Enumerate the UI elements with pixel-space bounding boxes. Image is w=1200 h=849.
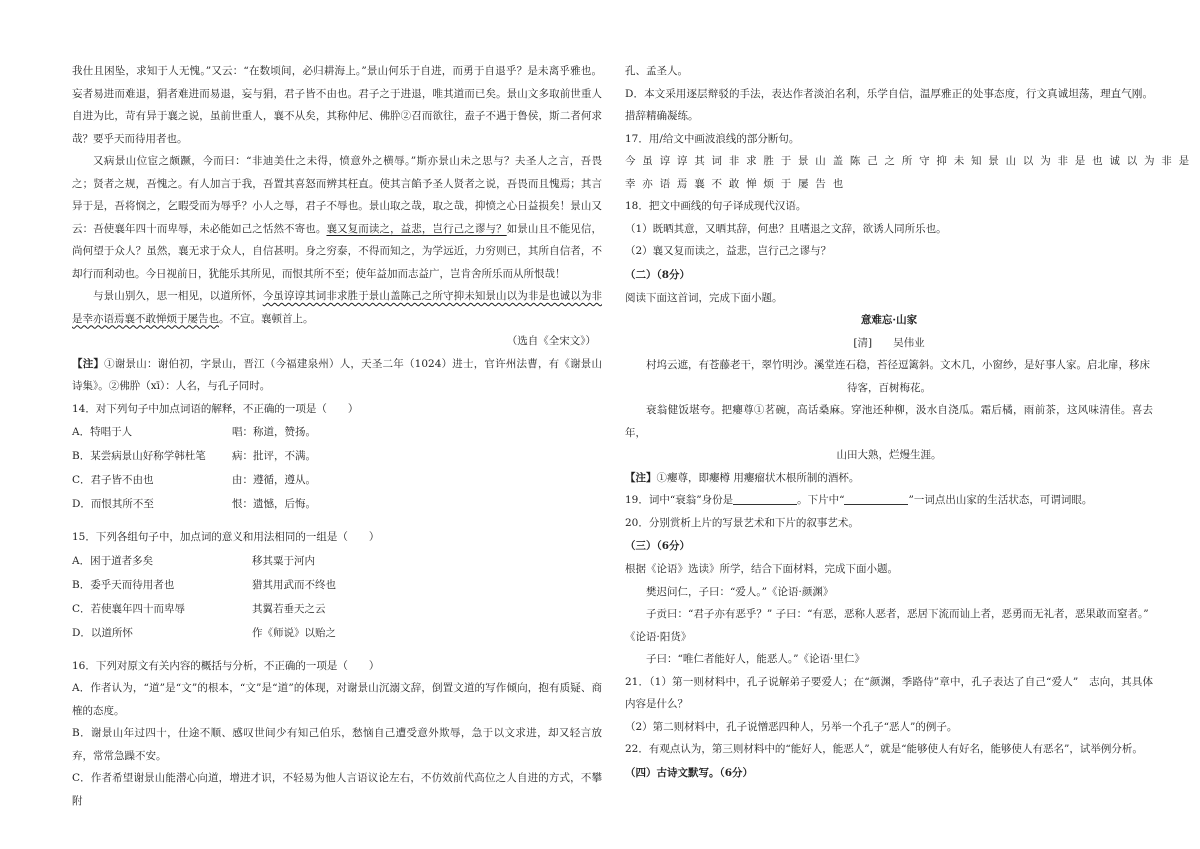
passage-paragraph-1: 我仕且困坠，求知于人无愧。”又云：“在数顷间，必归耕海上。”景山何乐于自进，而勇于自退乎？是未离乎雅也。妄者易进而难退，狷者难进而易退，妄与狷，君子皆不由也。君子之于进退，唯其道而已矣。景山文多取前世重人自进为比，苛有异于襄之说，虽前世重人，襄不从矣，其称仲尼、佛肸②召而欲往，盍子不遇于鲁侯，斯二者何求哉？要乎天而待用者也。 [72, 65, 602, 145]
q15-option-a: A．困于道者多矣 移其粟于河内 [72, 554, 315, 567]
q14-option-d: D．而恨其所不至 恨：遗憾，后悔。 [72, 498, 316, 510]
question-19: 19．词中“衰翁”身份是 。下片中“ ”一词点出山家的生活状态，可谓词眼。 [625, 494, 1093, 506]
right-column [625, 60, 1196, 785]
poem-line-2: 待客，百树梅花。 [847, 381, 931, 394]
section-2-heading: （二）（8分） [625, 268, 691, 281]
poem-note: 【注】①癭尊，即癭樽 用癭瘤状木根所制的酒杯。 [625, 471, 860, 484]
left-column [72, 60, 602, 812]
question-21-2: （2）第二则材料中，孔子说憎恶四种人，另举一个孔子“恶人”的例子。 [625, 720, 958, 733]
q14-option-b: B．某尝病景山好称学韩杜笔 病：批评，不满。 [72, 450, 316, 462]
q18-sentence-1: （1）既晒其意，又晒其辞，何患？且嗜退之文辞，欲诱人同所乐也。 [625, 222, 947, 235]
section-3-heading: （三）（6分） [625, 540, 691, 552]
passage-source: （选自《全宋文》） [506, 335, 596, 347]
poem-line-1: 村坞云遮，有苍藤老干，翠竹明沙。溪堂连石稳，苔径逗篱斜。文木几，小窗纱，是好事人家。启北扉，移床 [646, 359, 1150, 371]
underlined-sentence: 襄又复而读之，益悲，岂行己之谬与？ [326, 222, 507, 235]
q16-option-c: C．作者希望谢景山能潜心向道，增进才识，不轻易为他人言语议论左右，不仿效前代高位之人自进的方式，不攀附 [72, 772, 602, 807]
material-1: 樊迟问仁，子曰：“爱人。”《论语·颜渊》 [646, 585, 834, 598]
question-18: 18．把文中画线的句子译成现代汉语。 [625, 200, 807, 212]
q15-option-b: B．委乎天而待用者也 猎其用武而不终也 [72, 578, 336, 591]
question-22: 22．有观点认为，第三则材料中的“能好人，能恶人”，就是“能够使人有好名，能够使人有恶名”，试举例分析。 [625, 743, 1143, 755]
material-3: 子曰：“唯仁者能好人，能恶人。”《论语·里仁》 [646, 653, 865, 665]
q16-option-b: B．谢景山年过四十，仕途不顺、感叹世间少有知己伯乐，愁恼自己遭受意外欺辱，急于以文求进，却又轻言放弃，常常急躁不安。 [72, 727, 602, 762]
wavy-underlined-passage: 今虽谆谆其词非求胜于景山盖陈己之所守抑未知景山以为非是也诚以为非是幸亦语焉襄不敢惮烦于屡告也 [72, 290, 602, 325]
question-15-options [72, 549, 602, 645]
section-4-heading: （四）古诗文默写。（6分） [625, 766, 754, 779]
question-14-options [72, 420, 602, 516]
passage-paragraph-2: 又病景山位宦之颇蹶，今而曰：“非迪美仕之未得，愤意外之横辱。”斯亦景山未之思与？夫圣人之言，吾畏之；贤者之规，吾愧之。有人加言于我，吾置其喜怒而辨其枉直。使其言餡予圣人贤者之说，吾畏而且愧焉；其言异于是，吾将悯之，乞暇受而为辱乎？小人之辱，君子不辱也。景山取之哉，取之哉，抑愤之心日益损矣！景山又云：吾使襄年四十而卑辱，未必能如己之恬然不寄也。襄又复而读之，益悲，岂行己之谬与？如景山且不能见信，尚何望于众人？虽然，襄无求于众人，自信甚明。身之穷泰，不得而知之，为学远近，力穷则已，其所自信者，不却行而利动也。今日视前日，犹能乐其所见，而恨其所不至；使年益加而志益广，岂肯舍所乐而从所恨哉！ [72, 155, 603, 280]
material-2-source: 《论语·阳货》 [625, 630, 692, 643]
q17-passage-line-2: 幸亦语焉襄不敢惮烦于屡告也 [625, 177, 850, 190]
q14-option-a: A．特唱于人 唱：称道，赞扬。 [72, 426, 316, 438]
poem-title: 意难忘·山家 [860, 314, 918, 326]
answer-blank-2[interactable] [844, 492, 908, 505]
section-3-intro: 根据《论语》选读》所学，结合下面材料，完成下面小题。 [625, 563, 898, 575]
poem-author: [清] 吴伟业 [853, 336, 925, 349]
q16-option-a: A．作者认为，“道”是“文”的根本，“文”是“道”的体现，对谢景山沉溺文辞，倒置文道的写作倾向，抱有质疑、商榷的态度。 [72, 682, 602, 717]
passage-paragraph-3: 与景山别久，思一相见，以道所怀，今虽谆谆其词非求胜于景山盖陈己之所守抑未知景山以为非是也诚以为非是幸亦语焉襄不敢惮烦于屡告也。不宣。襄顿首上。 [72, 290, 602, 325]
question-17: 17．用/给文中画波浪线的部分断句。 [625, 132, 800, 145]
q18-sentence-2: （2）襄又复而读之，益悲，岂行己之谬与？ [625, 245, 832, 257]
question-21-1: 21．（1）第一则材料中，孔子说解弟子要爱人；在“颜渊，季路侍”章中，孔子表达了自己“爱人” 志向，其具体内容是什么？ [625, 675, 1153, 710]
q14-option-c: C．君子皆不由也 由：遵循，遵从。 [72, 474, 316, 486]
question-20: 20．分别赏析上片的写景艺术和下片的叙事艺术。 [625, 516, 859, 529]
poem-line-3: 衰翁健饭堪夸。把癭尊①茗碗，高话桑麻。穿池还种柳，汲水自浇瓜。霜后橘，雨前茶，这风味清佳。喜去年， [625, 404, 1153, 439]
poem-line-4: 山田大熟，烂熳生涯。 [836, 449, 942, 461]
question-14: 14．对下列句子中加点词语的解释，不正确的一项是（ ） [72, 402, 359, 415]
q17-passage-line-1: 今虽谆谆其词非求胜于景山盖陈己之所守抑未知景山以为非是也诚以为非是 [625, 155, 1196, 167]
material-2: 子贡曰：“君子亦有恶乎？” 子曰：“有恶，恶称人恶者，恶居下流而讪上者，恶勇而无礼者，恶果敢而窒者。” [646, 608, 1149, 620]
q15-option-d: D．以道所怀 作《师说》以贻之 [72, 626, 336, 639]
q16-option-c-continued: 孔、孟圣人。 [625, 65, 688, 77]
q16-option-d: D．本文采用逐层辩驳的手法，表达作者淡泊名利，乐学自信，温厚雅正的处事态度，行文真诚坦荡，理直气刚。措辞精确凝练。 [625, 87, 1153, 122]
q15-option-c: C．若使襄年四十而卑辱 其翼若垂天之云 [72, 602, 326, 615]
passage-note: 【注】①谢景山：谢伯初，字景山，晋江（今福建泉州）人，天圣二年（1024）进士，官许州法曹，有《谢景山诗集》。②佛肸（xī）：人名，与孔子同时。 [72, 357, 602, 392]
answer-blank-1[interactable] [733, 492, 797, 505]
question-15: 15．下列各组句子中，加点词的意义和用法相同的一组是（ ） [72, 531, 380, 543]
section-2-intro: 阅读下面这首词，完成下面小题。 [625, 291, 783, 304]
question-16: 16．下列对原文有关内容的概括与分析，不正确的一项是（ ） [72, 659, 380, 672]
